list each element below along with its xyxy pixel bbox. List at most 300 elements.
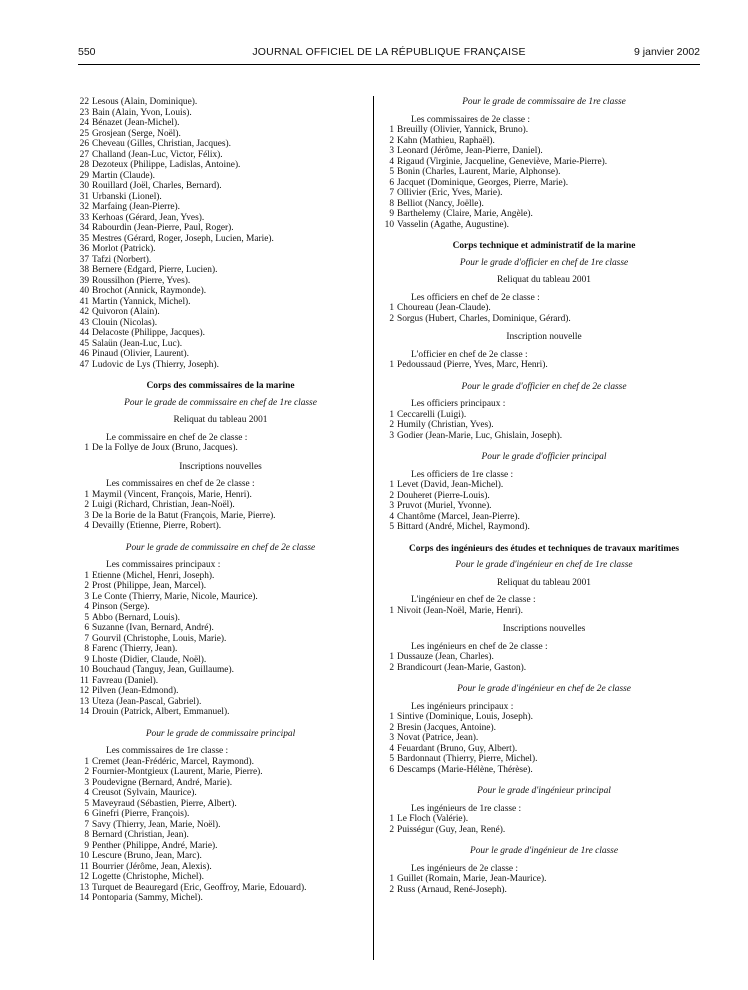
rank-number: 4 [389, 156, 394, 167]
person-name: Bittard (André, Michel, Raymond). [397, 522, 530, 532]
list-item [78, 778, 363, 789]
person-name: Bernere (Edgard, Pierre, Lucien). [92, 265, 218, 275]
rank-number: 27 [79, 149, 89, 160]
corps-heading: Corps technique et administratif de la marine [452, 241, 636, 251]
person-name: Choureau (Jean-Claude). [397, 303, 491, 313]
person-name: Roussilhon (Pierre, Yves). [92, 275, 191, 286]
rank-number: 5 [389, 167, 394, 177]
person-name: Turquet de Beauregard (Eric, Geoffroy, Marie, Edouard). [92, 882, 307, 893]
rank-number: 31 [79, 191, 89, 202]
page-number: 550 [78, 46, 96, 58]
rank-number: 2 [389, 884, 394, 895]
person-name: Martin (Claude). [92, 170, 156, 181]
list-item [78, 809, 363, 820]
list-item [78, 883, 363, 894]
rank-number: 6 [84, 809, 89, 819]
rank-number: 1 [389, 360, 394, 370]
list-block [383, 864, 705, 896]
person-name: Ludovic de Lys (Thierry, Joseph). [92, 359, 219, 370]
rank-number: 1 [84, 443, 89, 453]
list-item [383, 885, 705, 896]
list-item [78, 757, 363, 768]
list-item [383, 431, 705, 442]
person-name: Guillet (Romain, Marie, Jean-Maurice). [397, 874, 547, 884]
person-name: Creusot (Sylvain, Maurice). [92, 788, 197, 798]
person-name: Bourrier (Jérôme, Jean, Alexis). [92, 861, 212, 872]
person-name: Bénazet (Jean-Michel). [92, 118, 180, 128]
rank-number: 47 [79, 359, 89, 370]
rank-number: 2 [84, 500, 89, 510]
rank-number: 22 [79, 97, 89, 107]
grade-heading: Pour le grade d'ingénieur en chef de 1re classe [455, 560, 633, 570]
person-name: Sorgus (Hubert, Charles, Dominique, Gérard). [397, 313, 571, 324]
subheading: Inscriptions nouvelles [179, 461, 262, 472]
rank-number: 1 [389, 125, 394, 135]
grade-heading: Pour le grade d'officier en chef de 1re classe [459, 257, 629, 268]
person-name: De la Follye de Joux (Bruno, Jacques). [92, 443, 238, 453]
rank-number: 41 [79, 296, 89, 307]
person-name: Quivoron (Alain). [92, 307, 160, 317]
rank-number: 4 [84, 521, 89, 531]
rank-number: 1 [84, 570, 89, 581]
list-item [78, 623, 363, 634]
grade-heading: Pour le grade de commissaire en chef de 1re classe [124, 397, 317, 408]
rank-number: 3 [389, 501, 394, 511]
grade-heading: Pour le grade de commissaire en chef de 2e classe [125, 542, 316, 553]
person-name: Pontoparia (Sammy, Michel). [92, 893, 203, 903]
list-item [78, 318, 363, 329]
rank-number: 10 [79, 851, 89, 861]
list-item [383, 188, 705, 199]
list-item [78, 108, 363, 119]
list-block [383, 804, 705, 836]
section [383, 382, 705, 442]
list-intro: Les commissaires principaux : [106, 560, 221, 570]
rank-number: 7 [84, 819, 89, 830]
list-item [78, 181, 363, 192]
section [383, 846, 705, 895]
list-item [78, 767, 363, 778]
list-intro: Les commissaires en chef de 2e classe : [106, 479, 255, 489]
person-name: Challand (Jean-Luc, Victor, Félix). [92, 149, 223, 160]
person-name: Bresin (Jacques, Antoine). [397, 722, 496, 733]
rank-number: 6 [84, 623, 89, 633]
list-item [78, 443, 363, 454]
list-block [383, 275, 705, 324]
subheading: Inscriptions nouvelles [502, 624, 586, 634]
list-item [383, 606, 705, 617]
person-name: Ginefri (Pierre, François). [92, 809, 190, 819]
list-item [78, 129, 363, 140]
list-item [78, 571, 363, 582]
rank-number: 6 [389, 764, 394, 775]
list-intro: Le commissaire en chef de 2e classe : [106, 432, 248, 443]
person-name: Salaün (Jean-Luc, Luc). [92, 338, 183, 349]
rank-number: 10 [384, 219, 394, 230]
person-name: Lesous (Alain, Dominique). [92, 97, 198, 107]
rank-number: 2 [389, 824, 394, 835]
section [383, 241, 705, 371]
section [383, 97, 705, 230]
person-name: Puisségur (Guy, Jean, René). [397, 824, 506, 835]
rank-number: 4 [389, 743, 394, 754]
rank-number: 3 [389, 430, 394, 441]
section [78, 729, 363, 904]
section [383, 544, 705, 674]
person-name: Devailly (Etienne, Pierre, Robert). [92, 521, 222, 531]
list-item [78, 265, 363, 276]
header-rule [78, 64, 700, 65]
rank-number: 5 [84, 612, 89, 623]
list-item [383, 723, 705, 734]
list-item [78, 613, 363, 624]
person-name: Rouillard (Joël, Charles, Bernard). [92, 181, 222, 191]
person-name: Brandicourt (Jean-Marie, Gaston). [397, 662, 527, 673]
list-item [78, 276, 363, 287]
list-item [78, 223, 363, 234]
list-item [78, 634, 363, 645]
list-item [383, 360, 705, 371]
list-item [383, 825, 705, 836]
list-item [383, 733, 705, 744]
list-item [78, 581, 363, 592]
rank-number: 46 [79, 349, 89, 359]
person-name: Savy (Thierry, Jean, Marie, Noël). [92, 819, 221, 830]
grade-heading: Pour le grade d'officier en chef de 2e classe [461, 381, 627, 392]
list-block [78, 560, 363, 718]
list-item [383, 652, 705, 663]
rank-number: 12 [79, 686, 89, 696]
rank-number: 3 [389, 733, 394, 743]
grade-heading: Pour le grade d'officier principal [481, 452, 607, 462]
person-name: Novat (Patrice, Jean). [397, 733, 479, 743]
list-item [383, 712, 705, 723]
list-item [78, 851, 363, 862]
rank-number: 1 [389, 814, 394, 824]
list-item [78, 707, 363, 718]
person-name: Suzanne (Ivan, Bernard, André). [92, 623, 214, 633]
list-item [78, 686, 363, 697]
rank-number: 7 [389, 188, 394, 198]
subheading: Reliquat du tableau 2001 [173, 415, 268, 425]
person-name: Bardonnaut (Thierry, Pierre, Michel). [397, 754, 538, 764]
person-name: Breuilly (Olivier, Yannick, Bruno). [397, 125, 529, 135]
list-item [78, 490, 363, 501]
person-name: Bouchaud (Tanguy, Jean, Guillaume). [92, 665, 234, 675]
person-name: Marfaing (Jean-Pierre). [92, 202, 180, 212]
list-item [383, 663, 705, 674]
rank-number: 33 [79, 212, 89, 223]
list-item [78, 521, 363, 532]
rank-number: 1 [389, 480, 394, 490]
list-intro: Les officiers en chef de 2e classe : [411, 292, 540, 303]
list-item [383, 199, 705, 210]
list-item [383, 136, 705, 147]
subheading: Inscription nouvelle [506, 332, 582, 342]
list-item [383, 146, 705, 157]
list-item [383, 491, 705, 502]
person-name: Cheveau (Gilles, Christian, Jacques). [92, 139, 232, 149]
left-column [78, 97, 363, 912]
list-item [78, 118, 363, 129]
list-item [78, 893, 363, 904]
list-intro: L'ingénieur en chef de 2e classe : [411, 595, 536, 605]
rank-number: 45 [79, 338, 89, 349]
person-name: De la Borie de la Batut (François, Marie, Pierre). [92, 510, 276, 521]
list-item [78, 255, 363, 266]
person-name: Kahn (Mathieu, Raphaël). [397, 135, 495, 146]
list-block [78, 746, 363, 904]
person-name: Fournier-Montgieux (Laurent, Marie, Pierre). [92, 767, 263, 777]
list-item [383, 814, 705, 825]
page-header [78, 46, 700, 62]
list-item [78, 676, 363, 687]
person-name: Ceccarelli (Luigi). [397, 409, 467, 420]
person-name: Sintive (Dominique, Louis, Joseph). [397, 712, 533, 722]
list-intro: Les commissaires de 1re classe : [106, 746, 229, 756]
list-item [78, 592, 363, 603]
list-item [78, 644, 363, 655]
rank-number: 2 [389, 313, 394, 324]
rank-number: 30 [79, 181, 89, 191]
list-item [383, 522, 705, 533]
person-name: Grosjean (Serge, Noël). [92, 128, 181, 139]
list-item [78, 202, 363, 213]
list-item [383, 157, 705, 168]
list-item [78, 841, 363, 852]
rank-number: 3 [84, 777, 89, 788]
list-item [78, 286, 363, 297]
person-name: Gourvil (Christophe, Louis, Marie). [92, 633, 227, 644]
section [78, 381, 363, 532]
list-item [78, 655, 363, 666]
person-name: Favreau (Daniel). [92, 675, 159, 686]
grade-heading: Pour le grade d'ingénieur en chef de 2e classe [457, 684, 631, 694]
person-name: Vasselin (Agathe, Augustine). [397, 219, 509, 230]
list-block [383, 624, 705, 673]
list-item [78, 820, 363, 831]
rank-number: 11 [79, 675, 89, 686]
rank-number: 5 [84, 798, 89, 809]
list-item [78, 297, 363, 308]
person-name: Kerhoas (Gérard, Jean, Yves). [92, 212, 205, 223]
rank-number: 28 [79, 160, 89, 170]
rank-number: 4 [389, 511, 394, 522]
list-item [78, 830, 363, 841]
person-name: Brochot (Annick, Raymonde). [92, 286, 207, 296]
rank-number: 1 [389, 712, 394, 722]
rank-number: 26 [79, 139, 89, 149]
list-item [78, 360, 363, 371]
person-name: Douheret (Pierre-Louis). [397, 490, 490, 501]
list-intro: Les officiers de 1re classe : [411, 469, 514, 480]
journal-title: JOURNAL OFFICIEL DE LA RÉPUBLIQUE FRANÇAISE [252, 46, 526, 58]
person-name: Pruvot (Muriel, Yvonne). [397, 501, 492, 511]
rank-number: 8 [84, 644, 89, 654]
rank-number: 9 [84, 840, 89, 851]
person-name: Barthelemy (Claire, Marie, Angèle). [397, 209, 533, 219]
person-name: Lescure (Bruno, Jean, Marc). [92, 851, 202, 861]
person-name: Morlot (Patrick). [92, 244, 156, 254]
list-item [78, 192, 363, 203]
rank-number: 3 [84, 591, 89, 602]
list-block [383, 332, 705, 371]
list-item [78, 602, 363, 613]
rank-number: 25 [79, 128, 89, 139]
list-block [383, 399, 705, 441]
person-name: Bonin (Charles, Laurent, Marie, Alphonse). [397, 167, 561, 177]
section [383, 452, 705, 533]
person-name: Farenc (Thierry, Jean). [92, 644, 178, 654]
issue-date: 9 janvier 2002 [634, 46, 700, 58]
rank-number: 4 [84, 788, 89, 798]
rank-number: 1 [389, 874, 394, 884]
person-name: Martin (Yannick, Michel). [92, 296, 191, 307]
list-item [78, 307, 363, 318]
rank-number: 6 [389, 177, 394, 188]
rank-number: 2 [389, 420, 394, 430]
list-item [383, 314, 705, 325]
person-name: Bernard (Christian, Jean). [92, 830, 189, 840]
rank-number: 9 [389, 209, 394, 219]
right-column [383, 97, 705, 903]
person-name: Dussauze (Jean, Charles). [397, 652, 494, 662]
person-name: Penther (Philippe, André, Marie). [92, 840, 218, 851]
list-item [383, 220, 705, 231]
list-item [78, 511, 363, 522]
list-block [78, 462, 363, 532]
person-name: Uteza (Jean-Pascal, Gabriel). [92, 696, 202, 707]
rank-number: 5 [389, 522, 394, 532]
person-name: Ollivier (Eric, Yves, Marie). [397, 188, 503, 198]
rank-number: 2 [389, 722, 394, 733]
person-name: Russ (Arnaud, René-Joseph). [397, 884, 507, 895]
rank-number: 7 [84, 633, 89, 644]
rank-number: 32 [79, 202, 89, 212]
list-intro: Les officiers principaux : [411, 399, 506, 409]
list-intro: Les ingénieurs de 1re classe : [411, 803, 522, 814]
person-name: Logette (Christophe, Michel). [92, 872, 204, 882]
rank-number: 42 [79, 307, 89, 317]
rank-number: 1 [389, 605, 394, 616]
list-item [78, 139, 363, 150]
list-item [383, 420, 705, 431]
rank-number: 13 [79, 882, 89, 893]
person-name: Dezoteux (Philippe, Ladislas, Antoine). [92, 160, 241, 170]
person-name: Clouin (Nicolas). [92, 317, 158, 328]
rank-number: 34 [79, 223, 89, 233]
person-name: Levet (David, Jean-Michel). [397, 480, 504, 490]
rank-number: 12 [79, 872, 89, 882]
person-name: Chantôme (Marcel, Jean-Pierre). [397, 511, 520, 522]
list-item [383, 874, 705, 885]
rank-number: 1 [84, 489, 89, 500]
rank-number: 1 [389, 303, 394, 313]
list-item [383, 209, 705, 220]
rank-number: 2 [389, 662, 394, 673]
grade-heading: Pour le grade d'ingénieur principal [477, 786, 611, 796]
list-item [78, 160, 363, 171]
list-item [78, 328, 363, 339]
section [78, 97, 363, 370]
rank-number: 43 [79, 317, 89, 328]
rank-number: 35 [79, 233, 89, 244]
person-name: Bain (Alain, Yvon, Louis). [92, 107, 192, 118]
rank-number: 14 [79, 707, 89, 717]
list-item [383, 765, 705, 776]
list-item [78, 862, 363, 873]
list-item [78, 339, 363, 350]
rank-number: 24 [79, 118, 89, 128]
rank-number: 14 [79, 893, 89, 903]
column-divider [373, 96, 374, 960]
rank-number: 4 [84, 602, 89, 612]
list-block [383, 470, 705, 533]
list-item [383, 125, 705, 136]
list-item [383, 512, 705, 523]
person-name: Feuardant (Bruno, Guy, Albert). [397, 743, 518, 754]
person-name: Pilven (Jean-Edmond). [92, 686, 179, 696]
person-name: Godier (Jean-Marie, Luc, Ghislain, Joseph). [397, 430, 563, 441]
list-item [78, 234, 363, 245]
list-item [383, 754, 705, 765]
rank-number: 2 [84, 767, 89, 777]
person-name: Jacquet (Dominique, Georges, Pierre, Marie). [397, 177, 569, 188]
list-item [78, 244, 363, 255]
person-name: Drouin (Patrick, Albert, Emmanuel). [92, 707, 230, 717]
rank-number: 2 [84, 581, 89, 591]
list-item [383, 178, 705, 189]
list-block [383, 702, 705, 776]
list-item [78, 97, 363, 108]
rank-number: 13 [79, 696, 89, 707]
rank-number: 44 [79, 328, 89, 338]
person-name: Le Floch (Valérie). [397, 814, 469, 824]
rank-number: 1 [389, 652, 394, 662]
section [383, 786, 705, 835]
person-name: Descamps (Marie-Hélène, Thérèse). [397, 764, 533, 775]
list-item [383, 303, 705, 314]
rank-number: 39 [79, 275, 89, 286]
person-name: Delacoste (Philippe, Jacques). [92, 328, 205, 338]
rank-number: 5 [389, 754, 394, 764]
section [383, 684, 705, 775]
person-name: Luigi (Richard, Christian, Jean-Noël). [92, 500, 235, 510]
person-name: Mestres (Gérard, Roger, Joseph, Lucien, Marie). [92, 233, 274, 244]
person-name: Maveyraud (Sébastien, Pierre, Albert). [92, 798, 237, 809]
subheading: Reliquat du tableau 2001 [497, 577, 591, 588]
rank-number: 37 [79, 254, 89, 265]
list-intro: Les ingénieurs principaux : [411, 701, 514, 712]
list-intro: L'officier en chef de 2e classe : [411, 349, 528, 360]
list-item [78, 697, 363, 708]
list-item [78, 799, 363, 810]
person-name: Lhoste (Didier, Claude, Noël). [92, 654, 207, 665]
list-item [383, 744, 705, 755]
person-name: Poudevigne (Bernard, André, Marie). [92, 777, 233, 788]
person-name: Urbanski (Lionel). [92, 191, 162, 202]
person-name: Etienne (Michel, Henri, Joseph). [92, 570, 215, 581]
person-name: Rabourdin (Jean-Pierre, Paul, Roger). [92, 223, 234, 233]
corps-heading: Corps des commissaires de la marine [146, 381, 295, 391]
list-intro: Les commissaires de 2e classe : [411, 114, 530, 125]
rank-number: 2 [389, 490, 394, 501]
person-name: Pinaud (Olivier, Laurent). [92, 349, 189, 359]
person-name: Abbo (Bernard, Louis). [92, 612, 181, 623]
rank-number: 36 [79, 244, 89, 254]
list-item [78, 500, 363, 511]
rank-number: 8 [389, 198, 394, 209]
